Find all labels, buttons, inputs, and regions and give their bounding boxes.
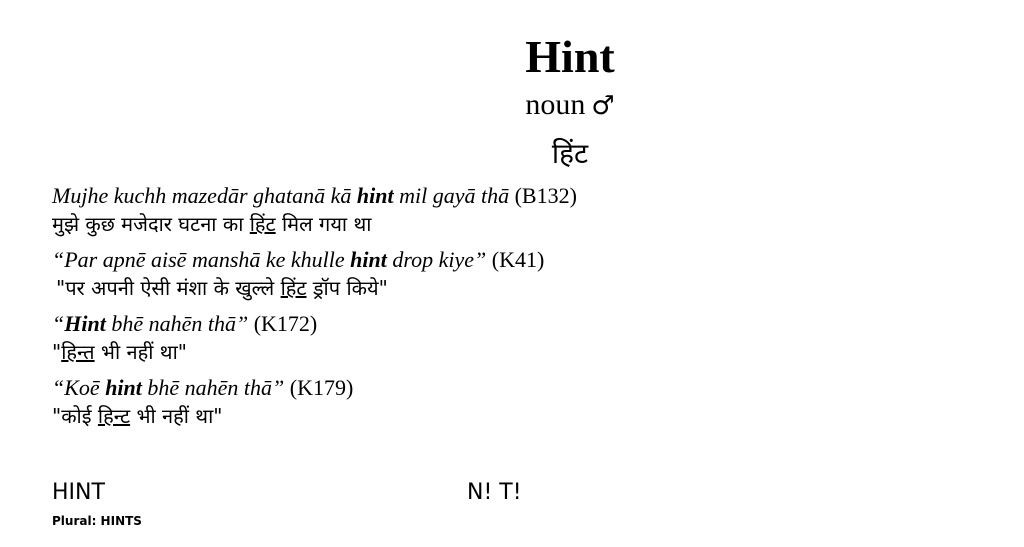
- devanagari-keyword: हिंट: [249, 212, 276, 236]
- roman-keyword: hint: [356, 183, 394, 208]
- source-reference: (K179): [289, 375, 354, 400]
- devanagari-text: मुझे कुछ मजेदार घटना का: [52, 212, 250, 236]
- devanagari-text: भी नहीं था": [130, 404, 223, 428]
- example-3: [52, 310, 952, 366]
- example-devanagari: [52, 402, 952, 430]
- source-reference: (K172): [253, 311, 318, 336]
- devanagari-text: "पर अपनी ऐसी मंशा के खुल्ले: [56, 276, 281, 300]
- devanagari-keyword: हिन्ट: [97, 404, 131, 428]
- example-4: [52, 374, 952, 430]
- example-roman: [52, 182, 952, 210]
- part-of-speech-label: noun: [525, 88, 586, 121]
- roman-text: Mujhe kuchh mazedār ghatanā kā: [52, 183, 357, 208]
- roman-text: “Par apnē aisē manshā ke khulle: [52, 247, 351, 272]
- example-roman: [52, 246, 952, 274]
- example-devanagari: [52, 274, 952, 302]
- example-devanagari: [52, 338, 952, 366]
- roman-keyword: hint: [105, 375, 142, 400]
- footer-word: HINT: [52, 480, 105, 505]
- roman-text: bhē nahēn thā”: [141, 375, 285, 400]
- example-list: [52, 182, 952, 438]
- part-of-speech: [380, 88, 760, 123]
- example-1: [52, 182, 952, 238]
- roman-text: “Koē: [52, 375, 106, 400]
- devanagari-text: भी नहीं था": [94, 340, 187, 364]
- roman-text: “: [52, 311, 65, 336]
- plural-form: Plural: HINTS: [52, 514, 142, 528]
- headword: Hint: [525, 31, 615, 82]
- source-reference: (K41): [491, 247, 545, 272]
- roman-text: drop kiye”: [386, 247, 487, 272]
- devanagari-keyword: हिंट: [280, 276, 307, 300]
- letter-code: N! T!: [467, 480, 522, 505]
- devanagari-keyword: हिन्त: [61, 340, 95, 364]
- devanagari-text: ड्रॉप किये": [306, 276, 388, 300]
- hindi-headword: हिंट: [551, 137, 589, 170]
- roman-text: mil gayā thā: [393, 183, 510, 208]
- roman-keyword: Hint: [64, 311, 106, 336]
- devanagari-text: "कोई: [52, 404, 98, 428]
- example-devanagari: [52, 210, 952, 238]
- roman-keyword: hint: [350, 247, 387, 272]
- male-gender-icon: ♂: [591, 91, 615, 121]
- source-reference: (B132): [514, 183, 577, 208]
- devanagari-text: मिल गया था: [275, 212, 372, 236]
- example-2: [52, 246, 952, 302]
- devanagari-text: ": [52, 340, 62, 364]
- example-roman: [52, 310, 952, 338]
- example-roman: [52, 374, 952, 402]
- roman-text: bhē nahēn thā”: [105, 311, 249, 336]
